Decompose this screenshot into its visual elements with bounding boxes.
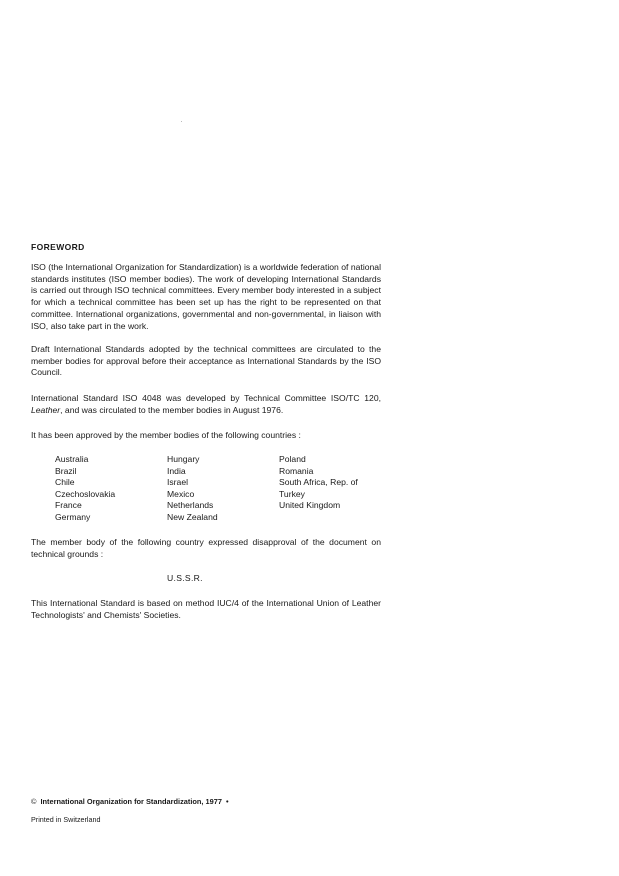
country-item: Poland [279,454,306,464]
countries-column-3 [279,454,385,524]
bullet-icon: • [225,797,229,806]
foreword-heading: FOREWORD [31,242,85,252]
country-item: Israel [167,477,189,488]
country-item: France [55,500,82,511]
country-item: Mexico [167,488,195,499]
country-item: Chile [55,477,75,488]
scan-speck [181,121,182,122]
country-item: New Zealand [167,511,218,522]
country-item: United Kingdom [279,500,341,511]
paragraph-method-basis: This International Standard is based on method IUC/4 of the International Union of Leather Technologists' and Chemists' Societies. [31,598,381,620]
development-text-start: International Standard ISO 4048 was developed by Technical Committee ISO/TC 120, [31,393,381,403]
country-item: Romania [279,465,314,476]
country-item: Brazil [55,465,77,476]
country-item: India [167,465,186,476]
country-item: Netherlands [167,500,214,511]
paragraph-development [31,393,381,416]
copyright-icon: © [31,797,37,806]
countries-column-2 [167,454,279,524]
countries-column-1 [55,454,167,524]
country-item: Turkey [279,488,305,499]
country-item: Germany [55,511,91,522]
paragraph-iso-intro: ISO (the International Organization for Standardization) is a worldwide federation of national standards institutes (ISO member bodies). The work of developing International Standards is carried out through ISO technical committees. Every member body interested in a subject for which a technical committee has been set up has the right to be represented on that committee. International organizations, governmental and non-governmental, in liaison with ISO, also take part in the work. [31,262,381,331]
printed-location: Printed in Switzerland [31,815,101,824]
copyright-text: International Organization for Standardization, 1977 [40,797,222,806]
development-text-end: , and was circulated to the member bodies in August 1976. [60,404,284,415]
disapproving-country: U.S.S.R. [167,573,203,583]
country-item: Australia [55,454,89,464]
paragraph-draft-standards: Draft International Standards adopted by the technical committees are circulated to the member bodies for approval before their acceptance as International Standards by the ISO Council. [31,344,381,378]
country-item: South Africa, Rep. of [279,477,358,488]
committee-name: Leather [31,404,61,415]
approving-countries-list [55,454,385,524]
paragraph-disapproval: The member body of the following country expressed disapproval of the document on technical grounds : [31,537,381,559]
country-item: Czechoslovakia [55,488,116,499]
country-item: Hungary [167,454,200,464]
paragraph-approval: It has been approved by the member bodies of the following countries : [31,430,301,440]
copyright-line [31,797,229,806]
